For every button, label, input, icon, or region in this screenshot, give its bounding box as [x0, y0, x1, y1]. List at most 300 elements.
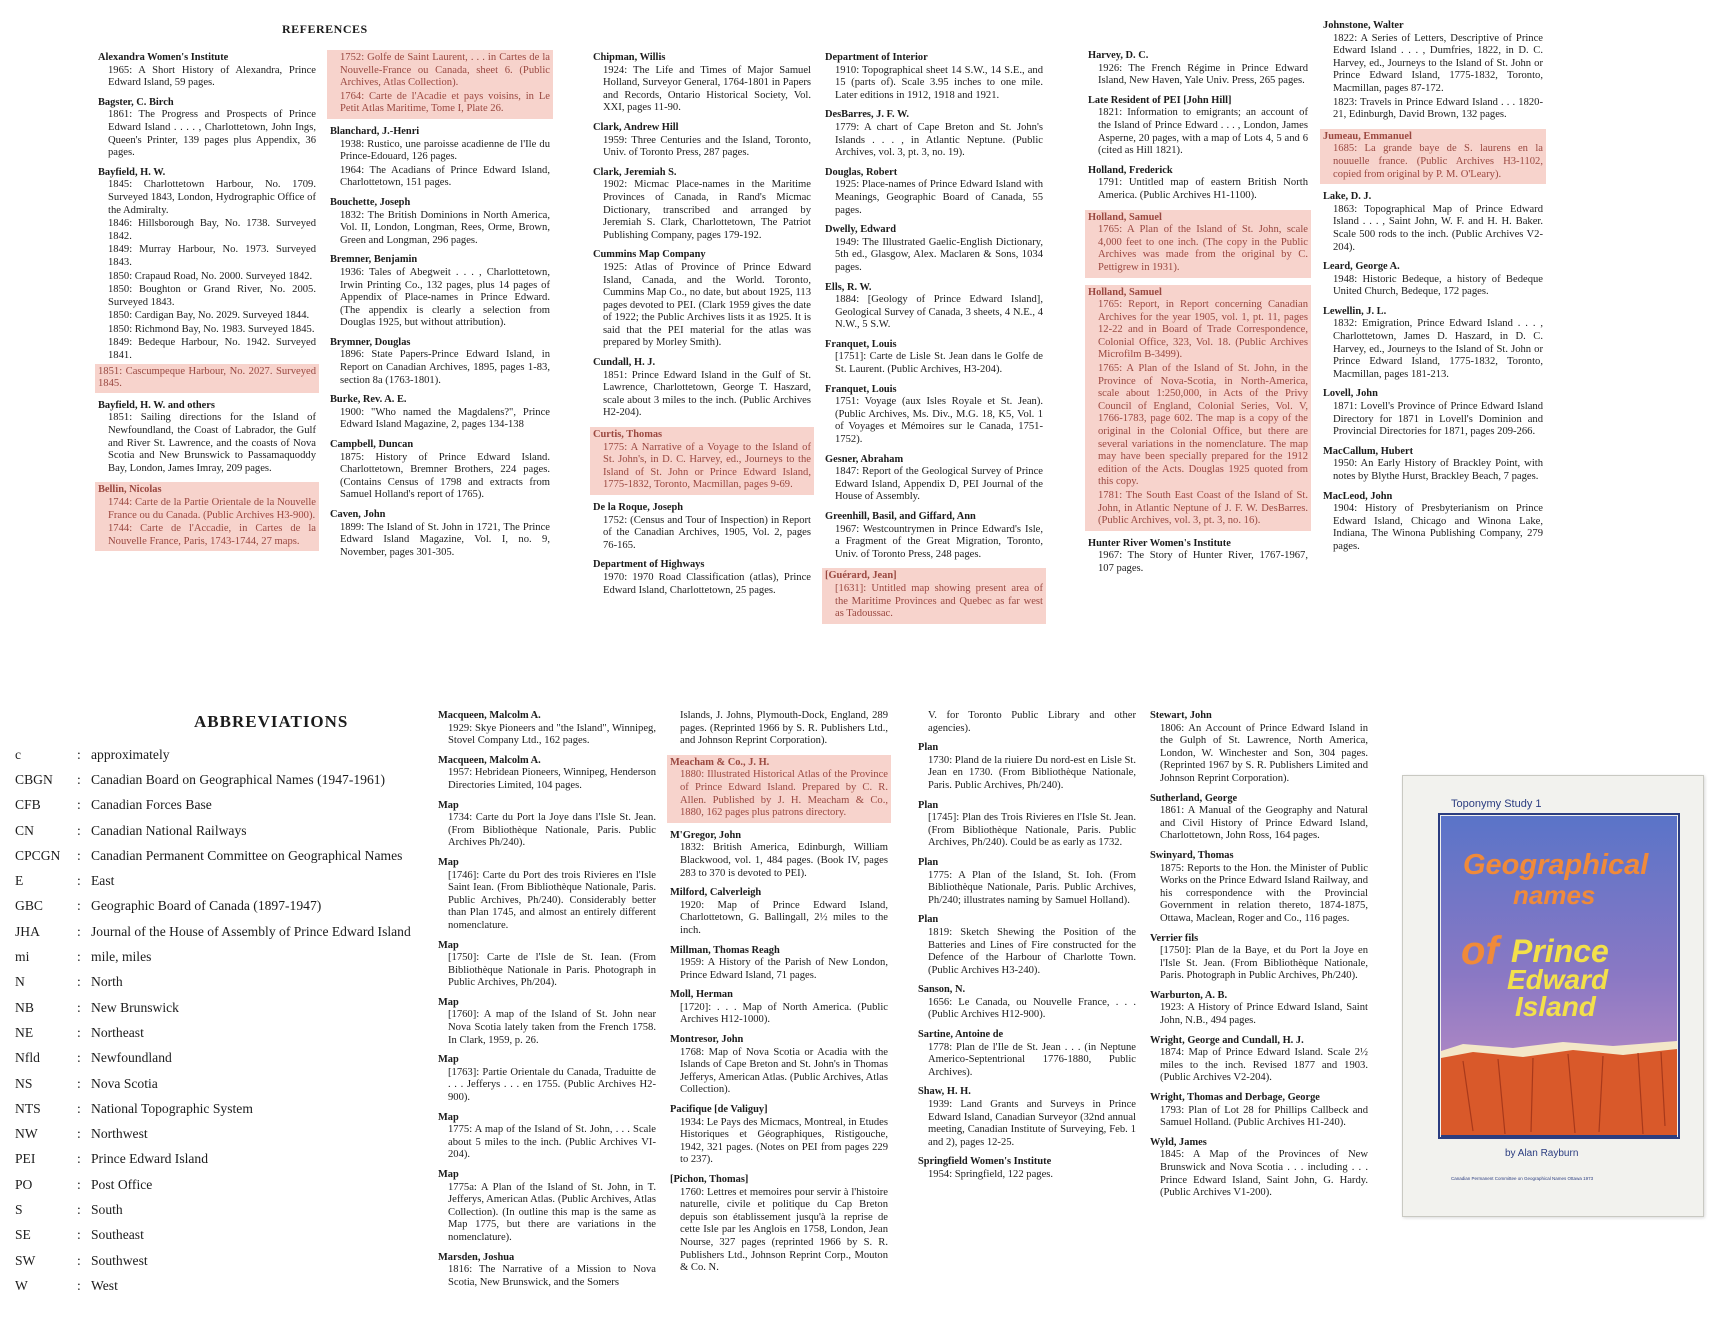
abbreviation-separator: : [77, 1126, 81, 1142]
reference-author: Burke, Rev. A. E. [330, 394, 407, 406]
reference-item: [1750]: Carte de l'Isle de St. Iean. (From Bibliothèque Nationale in Paris. Photograph in Public Archives, Ph/204). [448, 952, 656, 989]
reference-author: Lovell, John [1323, 388, 1378, 400]
abbreviation-code: JHA [15, 923, 40, 939]
abbreviation-row [15, 1046, 435, 1071]
reference-author: Marsden, Joshua [438, 1251, 515, 1263]
abbreviation-code: NB [15, 999, 34, 1015]
reference-author: Caven, John [330, 509, 386, 520]
reference-entry [1323, 446, 1543, 484]
abbreviation-definition: Journal of the House of Assembly of Prince Edward Island [91, 923, 411, 939]
abbreviation-row [15, 767, 435, 792]
reference-entry [1323, 306, 1543, 382]
reference-item: 1775: A Plan of the Island, St. Ioh. (From Bibliothèque Nationale, Paris. Public Archives, Ph/240; illustrates naming by Samuel Holland). [928, 869, 1136, 906]
reference-item: 1744: Carte de la Partie Orientale de la Nouvelle France ou du Canada. (Public Archives H3-900). [108, 497, 316, 521]
reference-item: [1631]: Untitled map showing present area of the Maritime Provinces and Quebec as far west as Tadoussac. [835, 582, 1043, 620]
reference-author: Bayfield, H. W. [98, 166, 166, 178]
abbreviation-separator: : [77, 797, 81, 813]
reference-author: Blanchard, J.-Henri [330, 125, 420, 137]
abbreviation-definition: New Brunswick [91, 999, 179, 1015]
reference-author: Springfield Women's Institute [918, 1156, 1052, 1168]
abbreviation-separator: : [77, 1176, 81, 1192]
abbreviation-separator: : [77, 873, 81, 889]
reference-item: 1957: Hebridean Pioneers, Winnipeg, Henderson Directories Limited, 104 pages. [448, 767, 656, 791]
abbreviation-row [15, 1273, 435, 1298]
reference-author: Plan [918, 856, 939, 868]
reference-entry [670, 1104, 888, 1167]
reference-entry [918, 1029, 1136, 1079]
reference-item: 1851: Cascumpeque Harbour, No. 2027. Surveyed 1845. [95, 364, 319, 393]
reference-author: DesBarres, J. F. W. [825, 109, 909, 121]
abbreviation-row [15, 1020, 435, 1045]
abbreviation-row [15, 995, 435, 1020]
reference-entry [822, 568, 1046, 623]
reference-item: 1765: A Plan of the Island of St. John, in the Province of Nova-Scotia, in North-America, scale about 1:250,000, in Acts of the Privy Council of England, Colonial Series, Vol. V, 1766-1783, page 602. The map is a copy of the original in the Colonial Office, but there are several variations in the nomenclature. The map may have been specially prepared for the 1912 edition of the Acts. Douglas 1925 quoted from this copy. [1098, 363, 1308, 488]
reference-author: Clark, Andrew Hill [593, 121, 679, 133]
reference-entry [330, 439, 550, 502]
reference-entry [330, 197, 550, 247]
abbreviation-separator: : [77, 1201, 81, 1217]
abbreviation-code: SW [15, 1252, 36, 1268]
reference-author: Moll, Herman [670, 989, 733, 1001]
reference-entry [330, 337, 550, 387]
reference-item: [1760]: A map of the Island of St. John near Nova Scotia lately taken from the French 1758. In Clark, 1959, p. 26. [448, 1009, 656, 1046]
reference-item: 1925: Place-names of Prince Edward Island with Meanings, Geographic Board of Canada, 55 pages. [835, 179, 1043, 216]
reference-item: 1775: A Narrative of a Voyage to the Island of St. John's, in D. C. Harvey, ed., Journeys to the Island of St. John or Prince Edward Island, 1775-1832, Toronto, Macmillan, pages 9-69. [603, 441, 811, 491]
reference-entry [918, 1086, 1136, 1149]
references-column [593, 52, 811, 604]
abbreviation-definition: Newfoundland [91, 1050, 172, 1066]
reference-item: 1875: Reports to the Hon. the Minister of Public Works on the Prince Edward Island Railway, and his correspondence with the Provincial Government in relation thereto, 1874-1875, Ottawa, Maclean, Roger and Co., 116 pages. [1160, 862, 1368, 924]
reference-item: 1948: Historic Bedeque, a history of Bedeque United Church, Bedeque, 172 pages. [1333, 273, 1543, 298]
reference-item: 1752: Golfe de Saint Laurent, . . . in Cartes de la Nouvelle-France ou Canada, sheet 6. (Public Archives, Atlas Collection). [340, 52, 550, 89]
reference-entry [330, 254, 550, 330]
reference-item: V. for Toronto Public Library and other agencies). [928, 710, 1136, 734]
abbreviation-row [15, 1248, 435, 1273]
reference-author: Hunter River Women's Institute [1088, 537, 1231, 549]
reference-item: 1964: The Acadians of Prince Edward Island, Charlottetown, 151 pages. [340, 164, 550, 189]
reference-author: Ells, R. W. [825, 281, 872, 293]
reference-item: [1745]: Plan des Trois Rivieres en l'Isle St. Jean. (From Bibliothèque Nationale, Paris. Public Archives, Ph/240). Could be as early as 1732. [928, 812, 1136, 849]
reference-author: Wright, George and Cundall, H. J. [1150, 1034, 1304, 1046]
reference-entry [98, 52, 316, 90]
reference-item: 1875: History of Prince Edward Island. Charlottetown, Bremner Brothers, 224 pages. (Contains Census of 1798 and extracts from Samuel Holland's report of 1765). [340, 451, 550, 501]
reference-entry [918, 1156, 1136, 1181]
reference-entry [1088, 95, 1308, 158]
abbreviation-separator: : [77, 898, 81, 914]
reference-entry [918, 984, 1136, 1022]
reference-item: 1896: State Papers-Prince Edward Island, in Report on Canadian Archives, 1895, pages 1-83, section 8a (1763-1801). [340, 349, 550, 386]
abbreviation-row [15, 1223, 435, 1248]
reference-entry [327, 50, 553, 119]
reference-author: Sanson, N. [918, 984, 966, 996]
reference-author: Holland, Samuel [1088, 286, 1162, 298]
abbreviation-definition: Canadian Board on Geographical Names (1947-1961) [91, 771, 386, 787]
reference-entry [593, 52, 811, 115]
reference-item: 1730: Pland de la riuiere Du nord-est en Lisle St. Jean en 1730. (From Bibliothèque Nationale, Paris. Public Archives, Ph/240). [928, 754, 1136, 791]
reference-item: 1781: The South East Coast of the Island of St. John, in Atlantic Neptune of J. F. W. DesBarres. (Public Archives, vol. 3, pt. 3, no. 16). [1098, 490, 1308, 527]
abbreviation-row [15, 970, 435, 995]
references-column [670, 710, 888, 1282]
reference-author: Campbell, Duncan [330, 439, 414, 451]
reference-item: 1775: A map of the Island of St. John, . . . Scale about 5 miles to the inch. (Public Archives VI-204). [448, 1124, 656, 1161]
reference-author: Macqueen, Malcolm A. [438, 710, 541, 721]
reference-author: Wyld, James [1150, 1136, 1207, 1148]
reference-item: 1967: The Story of Hunter River, 1767-1967, 107 pages. [1098, 550, 1308, 574]
reference-entry [670, 945, 888, 983]
abbreviation-separator: : [77, 822, 81, 838]
reference-item: 1902: Micmac Place-names in the Maritime Provinces of Canada, in Rand's Micmac Dictionary, transcribed and arranged by Jeremiah S. Clark, Charlottetown, The Patriot Publishing Company, pages 179-192. [603, 179, 811, 241]
reference-author: Stewart, John [1150, 710, 1212, 721]
references-column [918, 710, 1136, 1189]
references-column [98, 52, 316, 558]
reference-item: 1899: The Island of St. John in 1721, The Prince Edward Island Magazine, Vol. I, no. 9, November, pages 301-305. [340, 521, 550, 558]
abbreviation-row [15, 1121, 435, 1146]
abbreviation-separator: : [77, 949, 81, 965]
reference-author: Dwelly, Edward [825, 224, 897, 236]
references-column [1088, 50, 1308, 583]
reference-author: Millman, Thomas Reagh [670, 944, 780, 956]
reference-author: Sartine, Antoine de [918, 1029, 1004, 1041]
reference-item: [1751]: Carte de Lisle St. Jean dans le Golfe de St. Laurent. (Public Archives, H3-204). [835, 351, 1043, 376]
reference-item: [1763]: Partie Orientale du Canada, Traduitte de . . . Jefferys . . . en 1755. (Public Archives H2-900). [448, 1066, 656, 1104]
abbreviation-code: NTS [15, 1100, 41, 1116]
reference-author: Plan [918, 799, 939, 811]
abbreviation-code: SE [15, 1227, 31, 1243]
abbreviation-row [15, 1197, 435, 1222]
reference-entry [825, 384, 1043, 447]
reference-entry [1150, 990, 1368, 1028]
reference-item: 1863: Topographical Map of Prince Edward Island . . . , Saint John, W. F. and H. H. Baker. Scale 500 rods to the inch. (Public Archives V2-204). [1333, 203, 1543, 253]
references-column [825, 52, 1043, 631]
reference-entry [593, 249, 811, 350]
abbreviation-separator: : [77, 974, 81, 990]
reference-author: Plan [918, 914, 939, 926]
reference-item: 1924: The Life and Times of Major Samuel Holland, Surveyor General, 1764-1801 in Papers and Records, Ontario Historical Society, Vol. XXI, pages 11-90. [603, 64, 811, 114]
reference-author: Franquet, Louis [825, 338, 897, 350]
reference-entry [438, 1169, 656, 1245]
reference-item: 1959: A History of the Parish of New London, Prince Edward Island, 71 pages. [680, 957, 888, 981]
reference-item: 1874: Map of Prince Edward Island. Scale 2½ miles to the inch. Revised 1877 and 1903. (Public Archives V2-204). [1160, 1047, 1368, 1084]
reference-author: Lewellin, J. L. [1323, 305, 1387, 317]
reference-item: 1851: Sailing directions for the Island of Newfoundland, the Coast of Labrador, the Gulf and River St. Lawrence, and the coasts of Nova Scotia and New Brunswick to Passamaquoddy Bay, London, James Imray, 209 pages. [108, 412, 316, 474]
reference-author: M'Gregor, John [670, 829, 742, 841]
reference-item: 1850: Richmond Bay, No. 1983. Surveyed 1845. [108, 323, 315, 335]
reference-item: 1884: [Geology of Prince Edward Island], Geological Survey of Canada, 3 sheets, 4 N.E., 4 N.W., 5 S.W. [835, 294, 1043, 331]
reference-item: 1936: Tales of Abegweit . . . , Charlottetown, Irwin Printing Co., 132 pages, plus 14 pages of Appendix of Place-names in Prince Edward. (The appendix is clearly a selection from Douglas 1925, but without attribution). [340, 266, 550, 329]
reference-entry [825, 282, 1043, 332]
reference-author: Harvey, D. C. [1088, 50, 1149, 61]
reference-item: 1934: Le Pays des Micmacs, Montreal, in Etudes Historiques et Géographiques, Ristigouche, 1942, 321 pages. (Notes on PEI from pages 229 to 237). [680, 1116, 889, 1166]
reference-entry [1150, 933, 1368, 983]
reference-entry [670, 989, 888, 1027]
abbreviation-separator: : [77, 923, 81, 939]
reference-item: 1954: Springfield, 122 pages. [928, 1169, 1054, 1180]
abbreviation-separator: : [77, 999, 81, 1015]
reference-item: 1970: 1970 Road Classification (atlas), Prince Edward Island, Charlottetown, 25 pages. [603, 571, 811, 596]
reference-author: Bouchette, Joseph [330, 196, 411, 208]
reference-item: 1861: The Progress and Prospects of Prince Edward Island . . . . , Charlottetown, John Ings, Queen's Printer, 139 pages plus Appendix, 36 pages. [108, 109, 316, 159]
reference-entry [438, 800, 656, 850]
reference-author: Map [438, 1111, 459, 1123]
reference-author: Department of Highways [593, 559, 705, 571]
abbreviation-definition: Northwest [91, 1126, 148, 1142]
reference-entry [438, 1112, 656, 1162]
reference-entry [438, 857, 656, 933]
references-column [330, 50, 550, 566]
abbreviation-code: CPCGN [15, 847, 61, 863]
reference-entry [438, 997, 656, 1047]
reference-author: Leard, George A. [1323, 261, 1400, 273]
reference-item: 1850: Cardigan Bay, No. 2029. Surveyed 1844. [108, 310, 310, 322]
cover-title-line: Edward [1507, 964, 1609, 995]
abbreviation-separator: : [77, 1151, 81, 1167]
reference-item: 1734: Carte du Port la Joye dans l'Isle St. Jean. (From Bibliothèque Nationale, Paris. Public Archives Ph/240). [448, 812, 656, 849]
reference-entry [1150, 793, 1368, 843]
abbreviation-code: CBGN [15, 771, 53, 787]
abbreviation-code: NW [15, 1126, 38, 1142]
reference-author: Bellin, Nicolas [98, 484, 162, 496]
reference-entry [1150, 850, 1368, 926]
references-heading: REFERENCES [282, 22, 368, 36]
reference-item: [1750]: Plan de la Baye, et du Port la Joye en l'Isle St. Jean. (From Bibliothèque Nationale, Paris. Photograph in Public Archives, Ph/240). [1160, 945, 1368, 982]
reference-entry [825, 109, 1043, 159]
reference-item: 1779: A chart of Cape Breton and St. John's Islands . . . , in Atlantic Neptune. (Public Archives, vol. 3, pt. 3, no. 19). [835, 121, 1043, 159]
reference-entry [593, 357, 811, 420]
abbreviation-definition: Canadian Permanent Committee on Geographical Names [91, 847, 403, 863]
abbreviation-code: PEI [15, 1151, 36, 1167]
reference-item: 1967: Westcountrymen in Prince Edward's Isle, a Fragment of the Great Migration, Toronto, Univ. of Toronto Press, 248 pages. [835, 523, 1043, 560]
reference-entry [825, 454, 1043, 504]
reference-author: Johnstone, Walter [1323, 20, 1404, 31]
reference-entry [95, 482, 319, 551]
abbreviation-code: E [15, 873, 24, 889]
reference-entry [1323, 191, 1543, 254]
reference-item: 1851: Prince Edward Island in the Gulf of St. Lawrence, Charlottetown, George T. Haszard, scale about 3 miles to the inch. (Public Archives H2-204). [603, 369, 811, 419]
reference-entry [670, 1174, 888, 1275]
reference-author: Milford, Calverleigh [670, 887, 762, 899]
abbreviation-code: S [15, 1201, 23, 1217]
reference-item: 1850: Boughton or Grand River, No. 2005. Surveyed 1843. [108, 284, 316, 308]
reference-author: Bremner, Benjamin [330, 254, 418, 266]
abbreviation-row [15, 1172, 435, 1197]
reference-author: Map [438, 939, 459, 951]
cover-cliff [1441, 1049, 1677, 1136]
cover-title-line: of [1461, 929, 1499, 973]
abbreviation-row [15, 818, 435, 843]
reference-item: 1949: The Illustrated Gaelic-English Dictionary, 5th ed., Glasgow, Alex. Maclaren & Sons, 1034 pages. [835, 236, 1043, 273]
reference-entry [98, 400, 316, 476]
abbreviation-separator: : [77, 1227, 81, 1243]
reference-item: 1751: Voyage (aux Isles Royale et St. Jean). (Public Archives, Ms. Div., M.G. 18, K5, Vol. 1 of Voyages et Mémoires sur le Canada, 1751-1752). [835, 396, 1043, 446]
reference-item: 1850: Crapaud Road, No. 2000. Surveyed 1842. [108, 270, 313, 282]
reference-author: Pacifique [de Valiguy] [670, 1104, 768, 1116]
reference-item: 1847: Report of the Geological Survey of Prince Edward Island, Appendix D, PEI Journal of the House of Assembly. [835, 466, 1043, 503]
reference-entry [1323, 261, 1543, 299]
abbreviation-separator: : [77, 847, 81, 863]
reference-author: Map [438, 856, 459, 868]
reference-author: Cundall, H. J. [593, 357, 656, 369]
reference-author: Map [438, 799, 459, 811]
reference-item: 1791: Untitled map of eastern British North America. (Public Archives H1-1100). [1098, 177, 1308, 201]
abbreviation-definition: Prince Edward Island [91, 1151, 209, 1167]
reference-author: [Guérard, Jean] [825, 570, 897, 582]
abbreviation-row [15, 868, 435, 893]
reference-entry [1150, 1092, 1368, 1130]
reference-item: 1765: Report, in Report concerning Canadian Archives for the year 1905, vol. 1, pt. 11, pages 12-22 and in Board of Trade Correspondence, Colonial Office, 323, Vol. 18. (Public Archives Microfilm B-3499). [1098, 299, 1308, 361]
reference-entry [918, 742, 1136, 792]
abbreviation-row [15, 1096, 435, 1121]
reference-entry [918, 914, 1136, 977]
reference-entry [670, 887, 888, 937]
abbreviation-definition: Canadian National Railways [91, 822, 247, 838]
book-cover [1402, 775, 1704, 1217]
reference-item: 1849: Bedeque Harbour, No. 1942. Surveyed 1841. [108, 337, 316, 362]
abbreviation-code: CN [15, 822, 34, 838]
reference-author: Douglas, Robert [825, 166, 898, 178]
reference-author: Sutherland, George [1150, 792, 1238, 804]
cover-title-line: Prince [1511, 933, 1609, 969]
reference-entry [670, 710, 888, 748]
abbreviation-row [15, 894, 435, 919]
reference-entry [1320, 129, 1546, 184]
abbreviation-definition: Geographic Board of Canada (1897-1947) [91, 898, 322, 914]
reference-item: 1861: A Manual of the Geography and Natural and Civil History of Prince Edward Island, Charlottetown, John Ross, 164 pages. [1160, 805, 1368, 842]
reference-entry [1150, 1137, 1368, 1200]
abbreviation-definition: Southeast [91, 1227, 144, 1243]
reference-item: 1832: British America, Edinburgh, William Blackwood, vol. 1, 484 pages. (Book IV, pages 283 to 370 is devoted to PEI). [680, 842, 888, 879]
reference-author: Gesner, Abraham [825, 453, 904, 465]
reference-item: 1819: Sketch Shewing the Position of the Batteries and Lines of Fire constructed for the Defence of the Harbour of Charlotte Town. (Public Archives H3-240). [928, 926, 1136, 976]
reference-entry [98, 167, 316, 393]
reference-entry [438, 710, 656, 748]
reference-item: 1845: Charlottetown Harbour, No. 1709. Surveyed 1843, London, Hydrographic Office of the Admiralty. [108, 179, 316, 216]
cover-title-line: names [1513, 880, 1596, 910]
abbreviation-row [15, 843, 435, 868]
abbreviation-code: Nfld [15, 1050, 40, 1066]
reference-author: Swinyard, Thomas [1150, 849, 1234, 861]
reference-author: Verrier fils [1150, 932, 1199, 944]
reference-item: 1752: (Census and Tour of Inspection) in Report of the Canadian Archives, 1905, Vol. 2, pages 76-165. [603, 514, 811, 551]
reference-author: Bayfield, H. W. and others [98, 399, 215, 411]
reference-entry [1323, 491, 1543, 554]
reference-entry [593, 122, 811, 160]
reference-author: Meacham & Co., J. H. [670, 756, 770, 768]
abbreviation-row [15, 919, 435, 944]
reference-entry [825, 224, 1043, 274]
reference-entry [438, 940, 656, 990]
abbreviation-definition: Northeast [91, 1024, 144, 1040]
reference-item: 1764: Carte de l'Acadie et pays voisins, in Le Petit Atlas Maritime, Tome I, Plate 26. [340, 90, 550, 115]
reference-item: 1925: Atlas of Province of Prince Edward Island, Canada, and the World. Toronto, Cummins Map Co., no date, but about 1925, 113 pages devoted to PEI. (Clark 1959 gives the date of 1922; the Public Archives lists it as 1925. It is said that the PEI material for the atlas was prepared by Morley Smith). [603, 261, 811, 349]
reference-entry [438, 755, 656, 793]
reference-author: Greenhill, Basil, and Giffard, Ann [825, 511, 976, 522]
abbreviation-row [15, 742, 435, 767]
abbreviation-separator: : [77, 771, 81, 787]
cover-series: Toponymy Study 1 [1451, 798, 1542, 810]
reference-entry [825, 167, 1043, 217]
reference-item: 1821: Information to emigrants; an account of the Island of Prince Edward . . . , London, James Asperne, 20 pages, with a map of Lots 4, 5 and 6 (cited as Hill 1821). [1098, 107, 1308, 157]
reference-author: Franquet, Louis [825, 383, 897, 395]
reference-item: 1806: An Account of Prince Edward Island in the Gulph of St. Lawrence, North America, London, W. Winchester and Son, 304 pages. (Reprinted 1967 by S. R. Publishers Limited and Johnson Reprint Corporation). [1160, 722, 1368, 784]
abbreviation-row [15, 944, 435, 969]
reference-item: 1846: Hillsborough Bay, No. 1738. Surveyed 1842. [108, 218, 316, 242]
reference-author: Clark, Jeremiah S. [593, 166, 677, 178]
reference-entry [593, 167, 811, 243]
abbreviation-row [15, 793, 435, 818]
reference-entry [825, 339, 1043, 377]
reference-item: 1765: A Plan of the Island of St. John, scale 4,000 feet to one inch. (The copy in the Public Archives was made from the original by C. Pettigrew in 1931). [1098, 224, 1308, 273]
reference-item: 1845: A Map of the Provinces of New Brunswick and Nova Scotia . . . including . . . Prince Edward Island, Saint John, G. Hardy. (Public Archives V1-200). [1160, 1149, 1368, 1199]
reference-author: Jumeau, Emmanuel [1323, 130, 1412, 142]
reference-item: 1871: Lovell's Province of Prince Edward Island Directory for 1871 in Lovell's Dominion and Provincial Directories for 1871, pages 209-266. [1333, 401, 1543, 438]
reference-item: 1900: "Who named the Magdalens?", Prince Edward Island Magazine, 2, pages 134-138 [340, 406, 550, 431]
reference-item: [1720]: . . . Map of North America. (Public Archives H12-1000). [680, 1001, 888, 1026]
reference-author: Map [438, 1169, 459, 1180]
reference-item: 1965: A Short History of Alexandra, Prince Edward Island, 59 pages. [108, 64, 316, 89]
reference-entry [98, 97, 316, 160]
reference-item: 1816: The Narrative of a Mission to Nova Scotia, New Brunswick, and the Somers [448, 1264, 656, 1288]
references-column [1150, 710, 1368, 1207]
abbreviation-definition: mile, miles [91, 949, 152, 965]
reference-item: [1746]: Carte du Port des trois Rivieres en l'Isle Saint Iean. (From Bibliothèque Nationale, Paris. Public Archives, Ph/240). Considerably better than Plan 1745, and almost an entirely different nomenclature. [448, 869, 656, 931]
reference-author: MacLeod, John [1323, 490, 1393, 502]
abbreviation-definition: National Topographic System [91, 1100, 253, 1116]
abbreviation-separator: : [77, 1075, 81, 1091]
abbreviation-row [15, 1147, 435, 1172]
reference-item: 1823: Travels in Prince Edward Island . . . 1820-21, Edinburgh, David Brown, 132 pages. [1333, 96, 1543, 121]
reference-item: Islands, J. Johns, Plymouth-Dock, England, 289 pages. (Reprinted 1966 by S. R. Publishers Ltd., and Johnson Reprint Corporation). [680, 710, 888, 747]
cover-title-line: Geographical [1463, 849, 1649, 881]
reference-entry [670, 830, 888, 880]
reference-entry [670, 1034, 888, 1097]
reference-item: 1880: Illustrated Historical Atlas of the Province of Prince Edward Island. Prepared by C. R. Allen. Published by J. H. Meacham & Co., 1880, 162 pages plus patrons directory. [680, 769, 888, 819]
references-column [1323, 20, 1543, 561]
reference-item: 1959: Three Centuries and the Island, Toronto, Univ. of Toronto Press, 287 pages. [603, 134, 811, 159]
abbreviation-separator: : [77, 1252, 81, 1268]
reference-author: Warburton, A. B. [1150, 989, 1228, 1001]
abbreviation-code: CFB [15, 797, 41, 813]
reference-item: 1832: Emigration, Prince Edward Island . . . , Charlottetown, James D. Haszard, in D. C. Harvey, ed., Journeys to the Island of St. John or Prince Edward Island, 1775-1832, Toronto, Macmillan, pages 181-213. [1333, 318, 1543, 380]
abbreviation-definition: South [91, 1201, 123, 1217]
abbreviation-separator: : [77, 746, 81, 762]
references-column [438, 710, 656, 1296]
reference-author: Plan [918, 742, 939, 754]
reference-entry [593, 502, 811, 552]
reference-author: Chipman, Willis [593, 52, 666, 63]
abbreviation-definition: Nova Scotia [91, 1075, 158, 1091]
reference-item: 1778: Plan de l'Ile de St. Jean . . . (in Neptune Americo-Septentrional 1776-1880, Public Archives). [928, 1041, 1136, 1078]
reference-entry [918, 710, 1136, 735]
reference-entry [330, 509, 550, 559]
abbreviation-code: W [15, 1277, 28, 1293]
reference-entry [1088, 165, 1308, 203]
abbreviation-code: NS [15, 1075, 33, 1091]
reference-entry [1088, 50, 1308, 88]
reference-author: Shaw, H. H. [918, 1086, 971, 1098]
reference-entry [1088, 538, 1308, 576]
abbreviation-separator: : [77, 1100, 81, 1116]
reference-item: 1926: The French Régime in Prince Edward Island, New Haven, Yale Univ. Press, 265 pages. [1098, 62, 1308, 87]
abbreviation-code: GBC [15, 898, 43, 914]
reference-author: Bagster, C. Birch [98, 96, 174, 108]
abbreviation-definition: North [91, 974, 123, 990]
reference-entry [590, 427, 814, 495]
reference-entry [438, 1252, 656, 1290]
reference-item: 1744: Carte de l'Accadie, in Cartes de la Nouvelle France, Paris, 1743-1744, 27 maps. [108, 523, 316, 547]
reference-item: 1832: The British Dominions in North America, Vol. II, London, Longman, Rees, Orme, Brown, Green and Longman, 296 pages. [340, 209, 550, 246]
reference-entry [1085, 285, 1311, 531]
reference-item: 1939: Land Grants and Surveys in Prince Edward Island, Canadian Surveyor (32nd annual meeting, Canadian Institute of Surveying, Feb. 1 and 2), pages 12-25. [928, 1099, 1136, 1148]
